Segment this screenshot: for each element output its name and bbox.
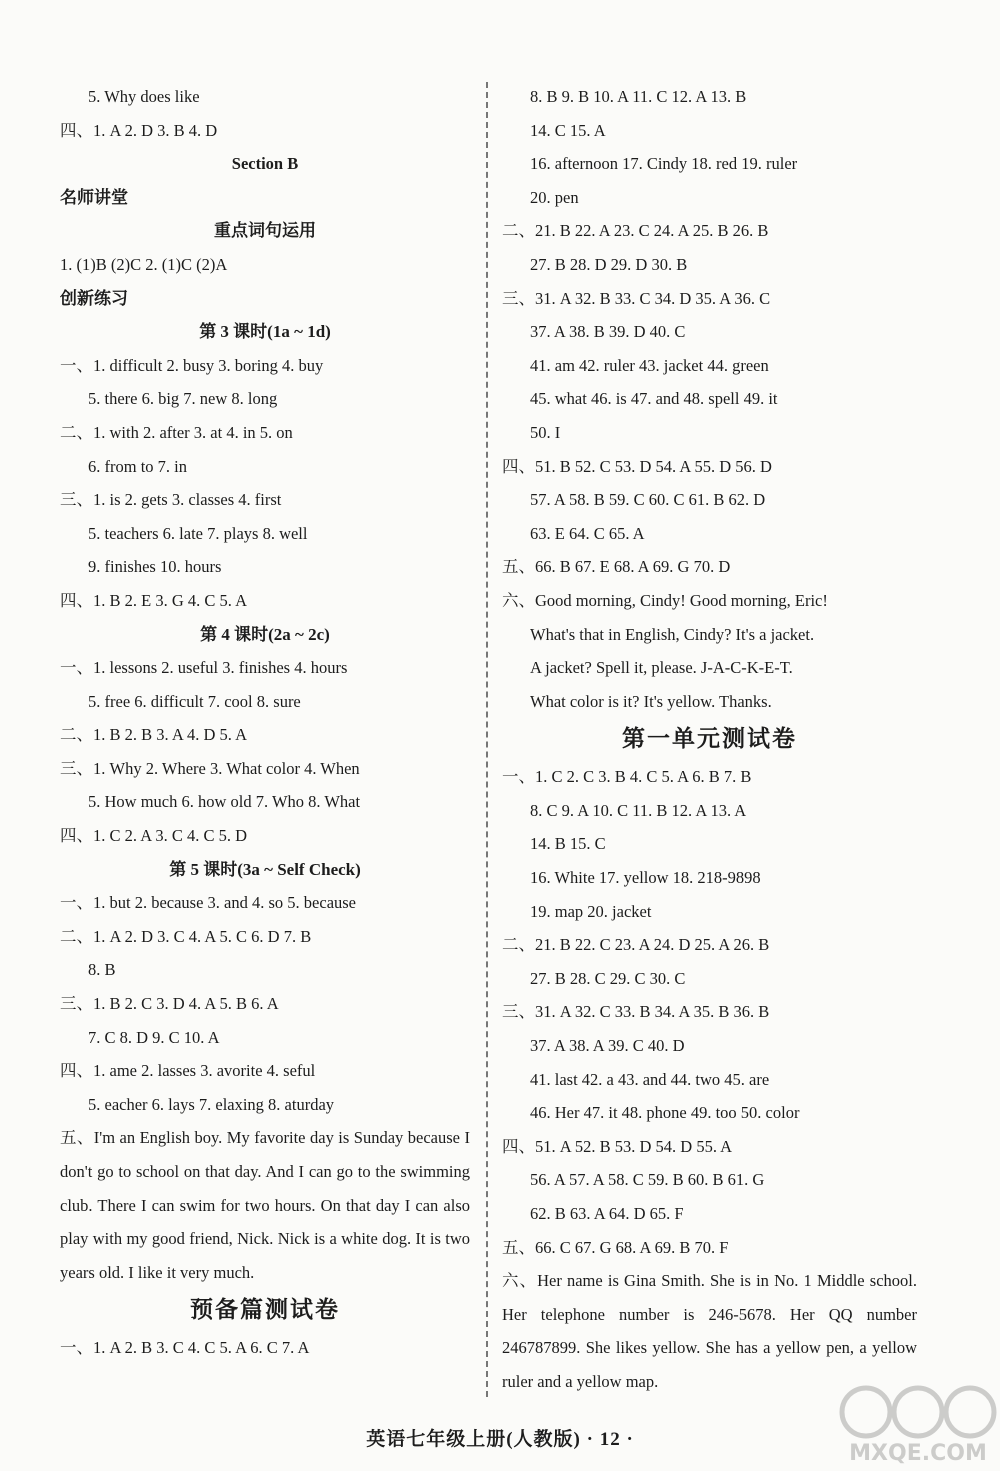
answer-line: 重点词句运用 bbox=[214, 221, 316, 241]
left-answer-lines bbox=[60, 80, 470, 1054]
answer-line: 5. teachers 6. late 7. plays 8. well bbox=[88, 523, 308, 543]
answer-line: 50. I bbox=[530, 422, 561, 442]
column-divider bbox=[486, 82, 488, 1397]
answer-line: 六、Good morning, Cindy! Good morning, Eric! bbox=[502, 590, 828, 610]
answer-line: 45. what 46. is 47. and 48. spell 49. it bbox=[530, 389, 778, 409]
answer-line: 8. C 9. A 10. C 11. B 12. A 13. A bbox=[530, 800, 747, 820]
answer-line: A jacket? Spell it, please. J-A-C-K-E-T. bbox=[530, 658, 793, 678]
right-essay: 六、Her name is Gina Smith. She is in No. 1 Middle school. Her telephone number is 246-5678. Her QQ number 246787899. She likes yellow. She has a yellow pen, a yellow ruler and a yellow map. bbox=[502, 1271, 917, 1391]
answer-line: 名师讲堂 bbox=[60, 187, 128, 207]
answer-line: 14. B 15. C bbox=[530, 834, 606, 854]
answer-line: 1. (1)B (2)C 2. (1)C (2)A bbox=[60, 254, 228, 274]
answer-line: 四、1. B 2. E 3. G 4. C 5. A bbox=[60, 590, 248, 610]
answer-line: 第 3 课时(1a ~ 1d) bbox=[199, 322, 331, 342]
answer-line: 三、31. A 32. B 33. C 34. D 35. A 36. C bbox=[502, 288, 771, 308]
left-spelling-lines bbox=[60, 1054, 470, 1121]
left-essay: 五、I'm an English boy. My favorite day is Sunday because I don't go to school on that day. And I can go to the swimming club. There I can swim for two hours. On that day I can also play with my good friend, Nick. Nick is a white dog. It is two years old. I like it very much. bbox=[60, 1128, 470, 1282]
answer-line: 三、31. A 32. C 33. B 34. A 35. B 36. B bbox=[502, 1002, 770, 1022]
answer-line: 5. free 6. difficult 7. cool 8. sure bbox=[88, 691, 301, 711]
answer-line: 8. B 9. B 10. A 11. C 12. A 13. B bbox=[530, 87, 747, 106]
answer-line: 9. finishes 10. hours bbox=[88, 557, 222, 577]
answer-line: 五、66. B 67. E 68. A 69. G 70. D bbox=[502, 557, 731, 577]
answer-line: 一、1. but 2. because 3. and 4. so 5. because bbox=[60, 893, 357, 913]
answer-line: 27. B 28. D 29. D 30. B bbox=[530, 254, 688, 274]
answer-line: 5. there 6. big 7. new 8. long bbox=[88, 389, 278, 409]
answer-line: 四、1. A 2. D 3. B 4. D bbox=[60, 120, 218, 140]
prep-test-heading: 预备篇测试卷 bbox=[190, 1297, 340, 1323]
answer-line: 四、51. B 52. C 53. D 54. A 55. D 56. D bbox=[502, 456, 772, 476]
answer-line: 37. A 38. B 39. D 40. C bbox=[530, 322, 686, 342]
answer-line: 二、1. A 2. D 3. C 4. A 5. C 6. D 7. B bbox=[60, 926, 312, 946]
answer-line: 57. A 58. B 59. C 60. C 61. B 62. D bbox=[530, 490, 766, 510]
answer-line: 41. am 42. ruler 43. jacket 44. green bbox=[530, 355, 769, 375]
page-footer: 英语七年级上册(人教版) · 12 · bbox=[366, 1429, 634, 1450]
right-column bbox=[502, 80, 917, 1399]
answer-line: 一、1. difficult 2. busy 3. boring 4. buy bbox=[60, 355, 324, 375]
answer-line: 27. B 28. C 29. C 30. C bbox=[530, 968, 686, 988]
answer-line: 5. How much 6. how old 7. Who 8. What bbox=[88, 792, 361, 812]
unit1-test-heading: 第一单元测试卷 bbox=[622, 726, 797, 752]
answer-line: 二、21. B 22. C 23. A 24. D 25. A 26. B bbox=[502, 935, 770, 955]
answer-line: 二、21. B 22. A 23. C 24. A 25. B 26. B bbox=[502, 221, 769, 241]
answer-line: 二、1. B 2. B 3. A 4. D 5. A bbox=[60, 725, 248, 745]
answer-line: 创新练习 bbox=[60, 288, 128, 308]
answer-line: 第 4 课时(2a ~ 2c) bbox=[200, 624, 330, 644]
answer-line: Section B bbox=[231, 154, 299, 174]
answer-line: 第 5 课时(3a ~ Self Check) bbox=[169, 859, 361, 879]
watermark-logo bbox=[838, 1372, 998, 1467]
answer-line: 6. from to 7. in bbox=[88, 456, 187, 476]
left-column bbox=[60, 80, 470, 1365]
answer-line: 四、51. A 52. B 53. D 54. D 55. A bbox=[502, 1136, 733, 1156]
prep-test-first-line: 一、1. A 2. B 3. C 4. C 5. A 6. C 7. A bbox=[60, 1338, 310, 1358]
answer-line: 46. Her 47. it 48. phone 49. too 50. color bbox=[530, 1103, 800, 1123]
answer-line: 20. pen bbox=[530, 187, 579, 207]
answer-line: 三、1. is 2. gets 3. classes 4. first bbox=[60, 490, 282, 510]
answer-line: 16. White 17. yellow 18. 218-9898 bbox=[530, 868, 761, 888]
answer-line: 五、66. C 67. G 68. A 69. B 70. F bbox=[502, 1237, 729, 1257]
answer-line: 一、1. C 2. C 3. B 4. C 5. A 6. B 7. B bbox=[502, 767, 752, 787]
answer-line: What color is it? It's yellow. Thanks. bbox=[530, 691, 772, 711]
answer-line: 一、1. lessons 2. useful 3. finishes 4. hours bbox=[60, 658, 348, 678]
answer-line: 56. A 57. A 58. C 59. B 60. B 61. G bbox=[530, 1170, 765, 1190]
answer-line: 三、1. Why 2. Where 3. What color 4. When bbox=[60, 758, 360, 778]
answer-line: 63. E 64. C 65. A bbox=[530, 523, 645, 543]
answer-line: 14. C 15. A bbox=[530, 120, 606, 140]
answer-line: 三、1. B 2. C 3. D 4. A 5. B 6. A bbox=[60, 994, 279, 1014]
answer-line: What's that in English, Cindy? It's a jacket. bbox=[530, 624, 815, 644]
answer-line: 19. map 20. jacket bbox=[530, 901, 652, 921]
answer-line: 16. afternoon 17. Cindy 18. red 19. ruler bbox=[530, 154, 798, 174]
answer-line: 8. B bbox=[88, 960, 116, 980]
answer-line: 62. B 63. A 64. D 65. F bbox=[530, 1204, 684, 1223]
answer-line: 7. C 8. D 9. C 10. A bbox=[88, 1027, 220, 1047]
svg-text:MXQE.COM: MXQE.COM bbox=[849, 1441, 987, 1466]
unit1-answer-lines bbox=[502, 760, 917, 1264]
answer-line: 二、1. with 2. after 3. at 4. in 5. on bbox=[60, 422, 293, 442]
answer-line: 四、1. C 2. A 3. C 4. C 5. D bbox=[60, 826, 248, 846]
answer-line: 5. eacher 6. lays 7. elaxing 8. aturday bbox=[88, 1094, 335, 1114]
answer-line: 5. Why does like bbox=[88, 87, 200, 106]
right-answer-lines bbox=[502, 80, 917, 718]
answer-line: 41. last 42. a 43. and 44. two 45. are bbox=[530, 1069, 770, 1089]
answer-line: 四、1. ame 2. lasses 3. avorite 4. seful bbox=[60, 1061, 316, 1081]
answer-line: 37. A 38. A 39. C 40. D bbox=[530, 1036, 685, 1056]
